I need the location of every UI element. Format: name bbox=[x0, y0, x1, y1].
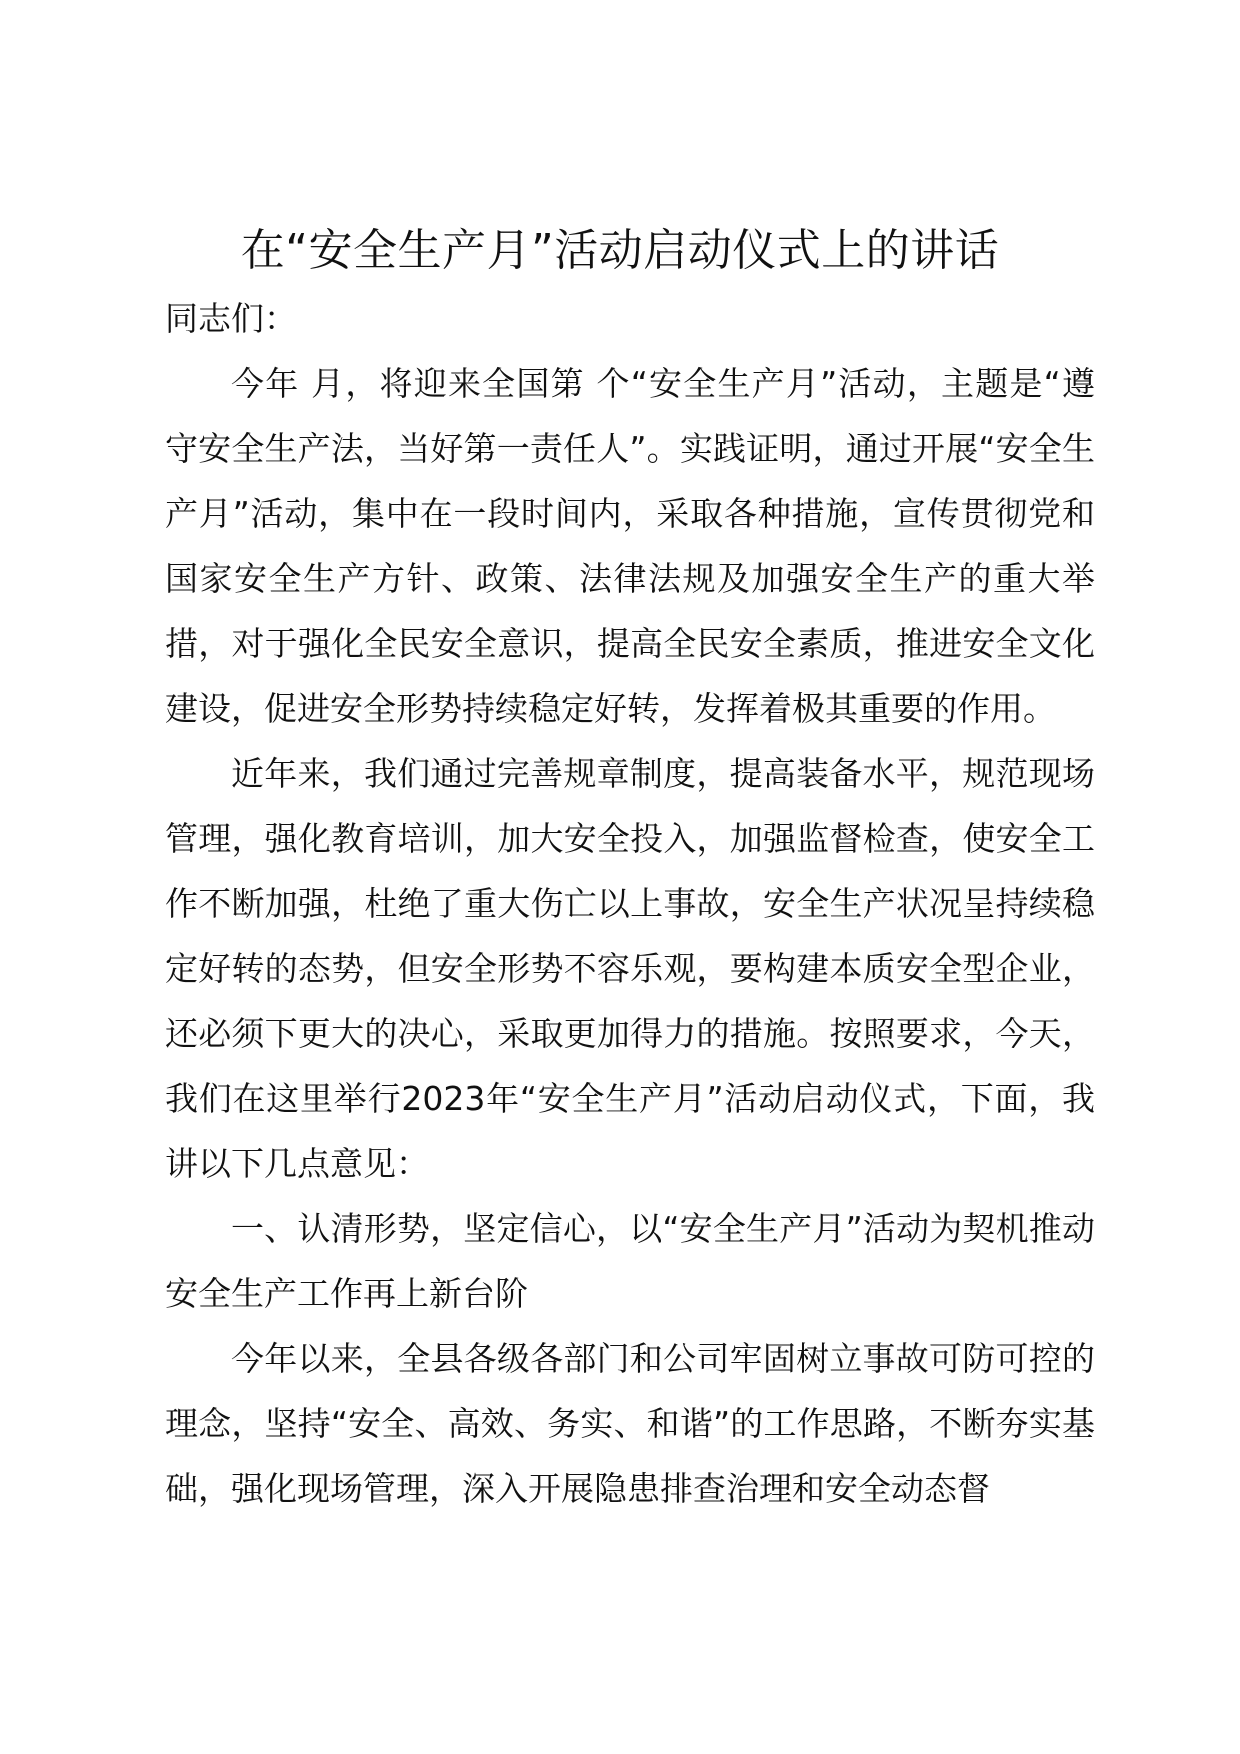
document-body bbox=[165, 286, 1095, 1521]
document-title: 在“安全生产月”活动启动仪式上的讲话 bbox=[240, 225, 1000, 276]
paragraph-3: 今年以来，全县各级各部门和公司牢固树立事故可防可控的理念，坚持“安全、高效、务实、和谐”的工作思路，不断夯实基础，强化现场管理，深入开展隐患排查治理和安全动态督 bbox=[165, 1339, 1095, 1508]
paragraph-1: 今年 月，将迎来全国第 个“安全生产月”活动，主题是“遵守安全生产法，当好第一责任人”。实践证明，通过开展“安全生产月”活动，集中在一段时间内，采取各种措施，宣传贯彻党和国家安全生产方针、政策、法律法规及加强安全生产的重大举措，对于强化全民安全意识，提高全民安全素质，推进安全文化建设，促进安全形势持续稳定好转，发挥着极其重要的作用。 bbox=[165, 364, 1095, 728]
paragraph-2: 近年来，我们通过完善规章制度，提高装备水平，规范现场管理，强化教育培训，加大安全投入，加强监督检查，使安全工作不断加强，杜绝了重大伤亡以上事故，安全生产状况呈持续稳定好转的态势，但安全形势不容乐观，要构建本质安全型企业，还必须下更大的决心，采取更加得力的措施。按照要求，今天，我们在这里举行2023年“安全生产月”活动启动仪式，下面，我讲以下几点意见： bbox=[165, 754, 1095, 1183]
section-heading-1: 一、认清形势，坚定信心，以“安全生产月”活动为契机推动安全生产工作再上新台阶 bbox=[165, 1209, 1095, 1313]
salutation: 同志们： bbox=[165, 299, 297, 338]
